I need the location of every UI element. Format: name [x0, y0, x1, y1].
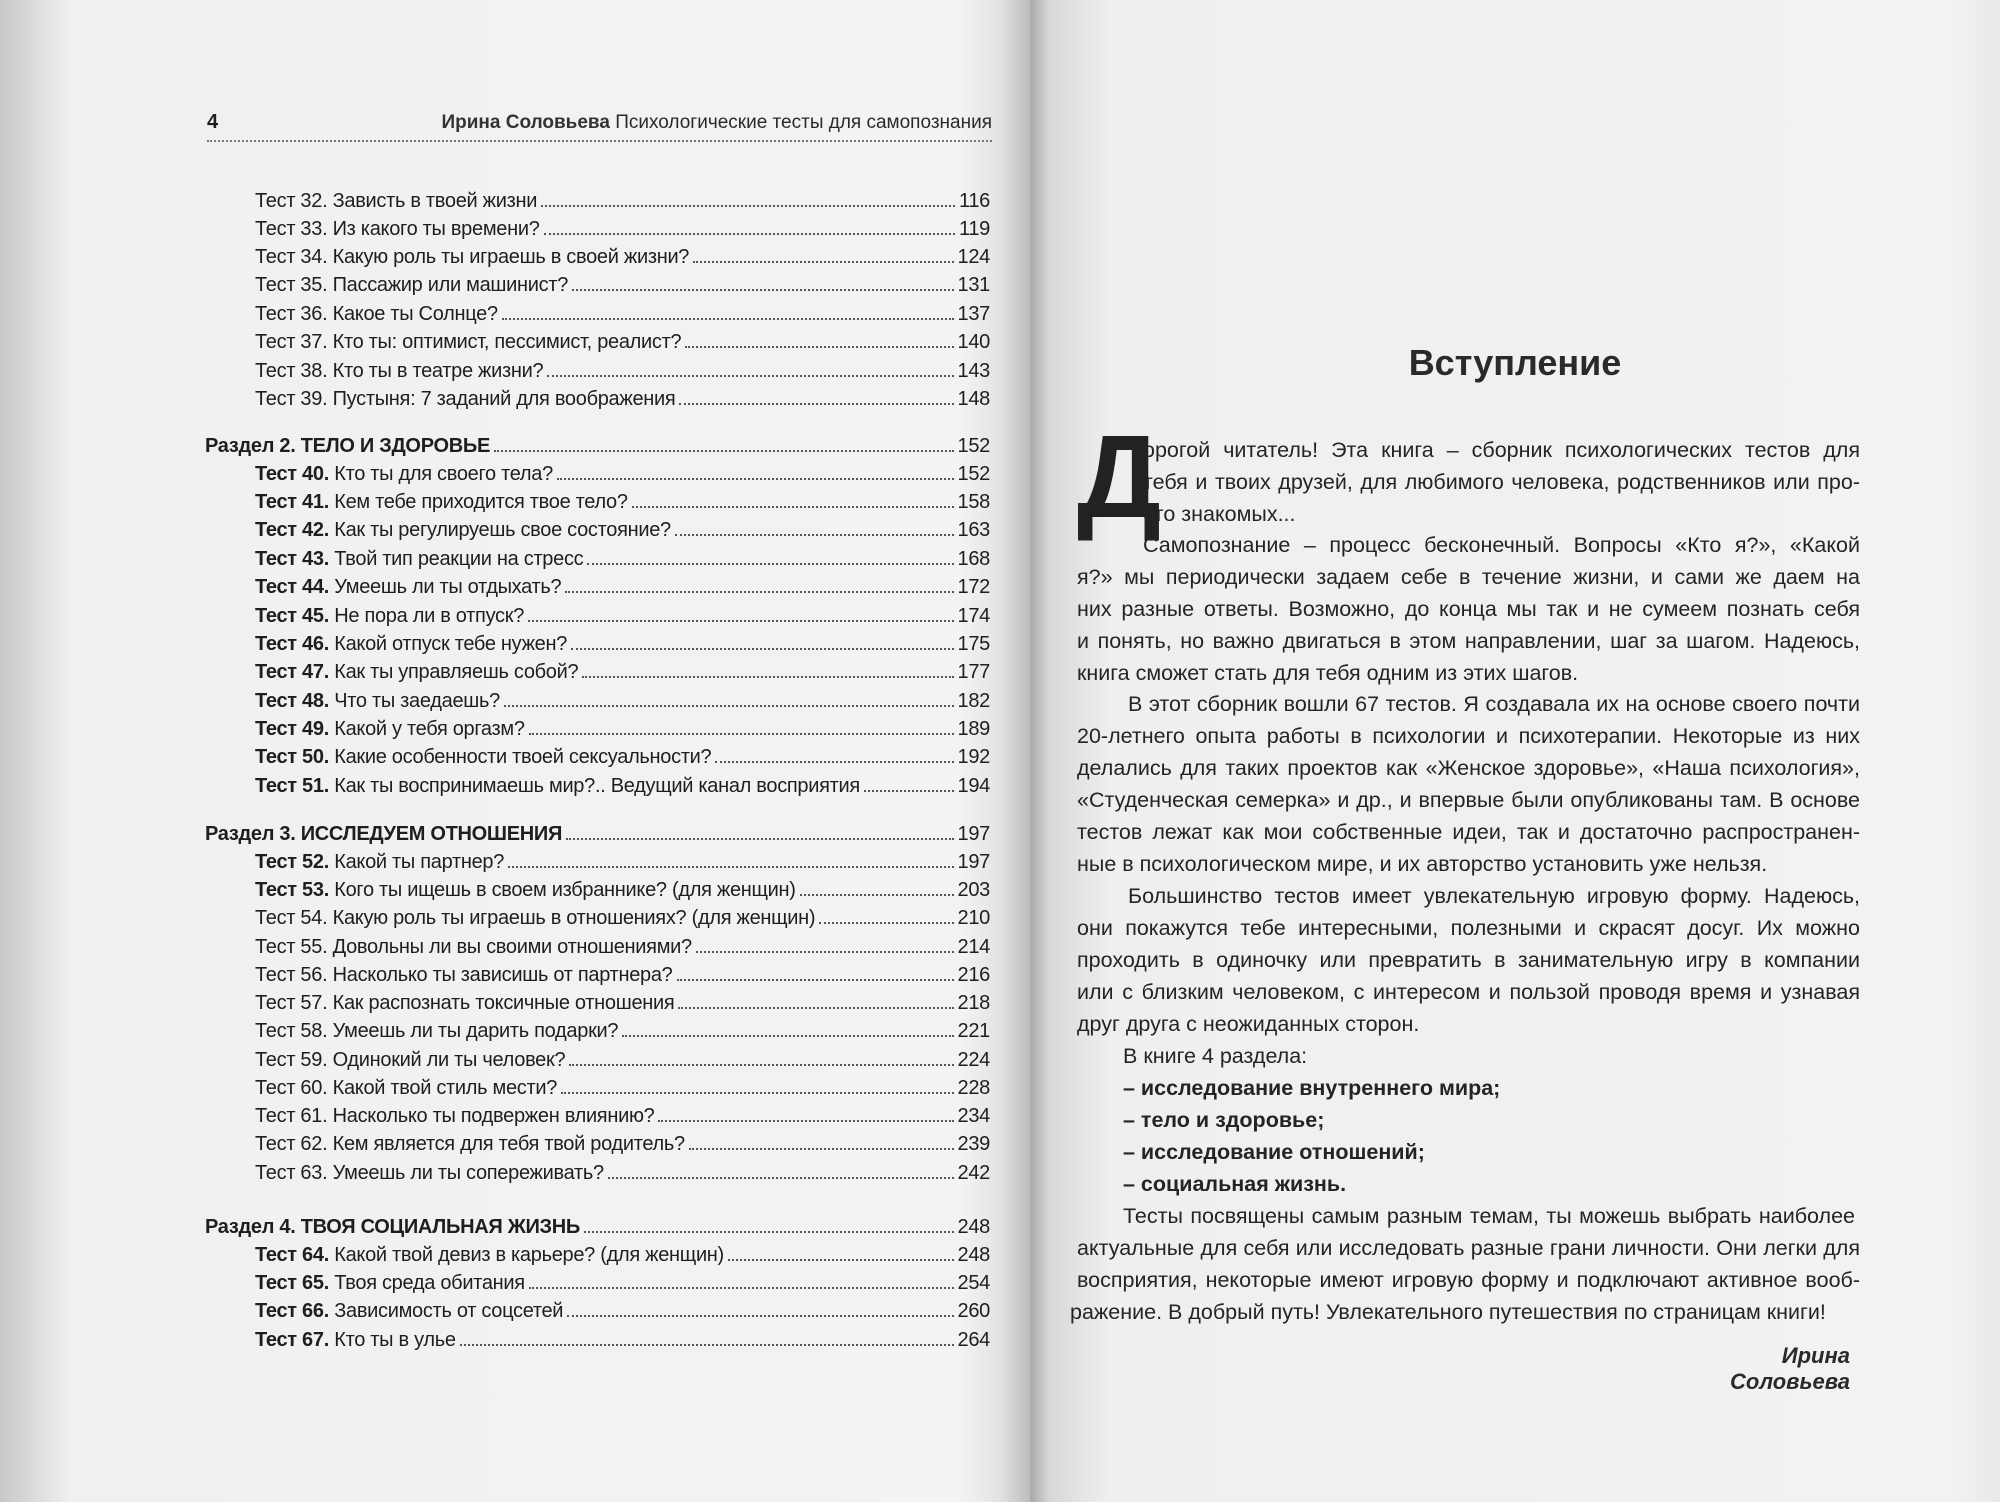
toc-page-number: 197 [957, 823, 990, 845]
toc-label [255, 718, 525, 741]
toc-title: Какую роль ты играешь в отношениях? (для женщин) [332, 907, 816, 929]
toc-leader-dots [544, 233, 955, 235]
toc-row [255, 331, 990, 357]
toc-page-number: 248 [957, 1216, 990, 1238]
toc-leader-dots [565, 591, 953, 593]
toc-page-number: 182 [957, 690, 990, 712]
toc-title: Какое ты Солнце? [332, 303, 498, 325]
toc-prefix: Тест 58. [255, 1020, 328, 1042]
toc-title: Не пора ли в отпуск? [334, 605, 525, 627]
intro-text-line: тебя и твоих друзей, для любимого человека, родственников или про- [1143, 470, 1860, 494]
intro-title: Вступление [1408, 342, 1622, 383]
toc-label [255, 605, 524, 628]
toc-section-row [205, 823, 990, 849]
toc-page-number: 158 [957, 491, 990, 513]
toc-page-number: 239 [957, 1133, 990, 1155]
toc-leader-dots [529, 733, 954, 735]
toc-leader-dots [529, 1287, 954, 1289]
toc-page-number: 234 [957, 1105, 990, 1127]
toc-leader-dots [494, 450, 954, 452]
toc-prefix: Тест 33. [255, 218, 328, 240]
toc-label [255, 1133, 685, 1156]
toc-row [255, 303, 990, 329]
toc-label [255, 519, 671, 542]
toc-label [255, 1020, 618, 1043]
toc-label [255, 661, 578, 684]
toc-label [255, 1077, 557, 1100]
toc-leader-dots [569, 1064, 953, 1066]
toc-page-number: 168 [957, 548, 990, 570]
toc-page-number: 175 [957, 633, 990, 655]
page-number: 4 [207, 111, 219, 133]
toc-title: Как ты регулируешь свое состояние? [334, 519, 671, 541]
toc-title: Умеешь ли ты сопереживать? [332, 1162, 604, 1184]
toc-leader-dots [557, 478, 954, 480]
toc-leader-dots [677, 979, 954, 981]
toc-row [255, 718, 990, 744]
toc-title: Кто ты для своего тела? [334, 463, 553, 485]
toc-leader-dots [561, 1092, 953, 1094]
toc-title: Одинокий ли ты человек? [332, 1049, 566, 1071]
toc-title: Какую роль ты играешь в своей жизни? [332, 246, 690, 268]
toc-row [255, 1244, 990, 1270]
toc-row [255, 1105, 990, 1131]
toc-page-number: 260 [957, 1300, 990, 1322]
toc-title: Какой отпуск тебе нужен? [334, 633, 568, 655]
toc-leader-dots [460, 1344, 954, 1346]
toc-title: Кого ты ищешь в своем избраннике? (для женщин) [334, 879, 796, 901]
toc-leader-dots [689, 1148, 954, 1150]
toc-page-number: 124 [957, 246, 990, 268]
toc-leader-dots [685, 346, 953, 348]
toc-leader-dots [864, 790, 954, 792]
toc-label [255, 633, 567, 656]
toc-title: Из какого ты времени? [332, 218, 540, 240]
toc-prefix: Тест 64. [255, 1244, 329, 1266]
toc-page-number: 264 [957, 1329, 990, 1351]
intro-text-line: ные в психологическом мире, и их авторство установить уже нельзя. [1077, 852, 1768, 876]
toc-label [255, 907, 815, 930]
toc-title: Умеешь ли ты дарить подарки? [332, 1020, 619, 1042]
toc-title: Какие особенности твоей сексуальности? [334, 746, 712, 768]
toc-title: Пассажир или машинист? [332, 274, 569, 296]
toc-label [255, 775, 860, 798]
toc-title: Что ты заедаешь? [334, 690, 500, 712]
toc-prefix: Тест 52. [255, 851, 329, 873]
intro-text-line: Самопознание – процесс бесконечный. Вопросы «Кто я?», «Какой [1143, 533, 1860, 557]
toc-title: Кто ты в театре жизни? [332, 360, 544, 382]
toc-prefix: Тест 45. [255, 605, 329, 627]
toc-label [205, 435, 490, 458]
intro-text-line: 20-летнего опыта работы в психологии и психотерапии. Некоторые из них [1077, 724, 1860, 748]
toc-row [255, 548, 990, 574]
toc-label [255, 1244, 724, 1267]
intro-text-line: «Студенческая семерка» и др., и впервые были опубликованы там. В основе [1077, 788, 1860, 812]
toc-leader-dots [608, 1177, 954, 1179]
toc-label [255, 331, 681, 354]
toc-prefix: Тест 60. [255, 1077, 328, 1099]
toc-prefix: Тест 37. [255, 331, 328, 353]
toc-label [255, 548, 583, 571]
toc-title: ТВОЯ СОЦИАЛЬНАЯ ЖИЗНЬ [300, 1216, 581, 1238]
toc-title: ТЕЛО И ЗДОРОВЬЕ [300, 435, 490, 457]
toc-prefix: Тест 63. [255, 1162, 328, 1184]
toc-label [255, 1329, 456, 1352]
toc-leader-dots [587, 563, 953, 565]
intro-text-line: орогой читатель! Эта книга – сборник психологических тестов для [1143, 438, 1860, 462]
toc-page-number: 116 [959, 190, 990, 212]
toc-page-number: 242 [957, 1162, 990, 1184]
toc-page-number: 152 [957, 435, 990, 457]
intro-text-line: делались для таких проектов как «Женское здоровье», «Наша психология», [1077, 756, 1860, 780]
toc-row [255, 388, 990, 414]
toc-prefix: Тест 65. [255, 1272, 329, 1294]
toc-prefix: Тест 36. [255, 303, 328, 325]
toc-row [255, 246, 990, 272]
toc-leader-dots [819, 922, 953, 924]
toc-label [255, 190, 537, 213]
toc-label [255, 964, 673, 987]
toc-row [255, 605, 990, 631]
toc-leader-dots [567, 1315, 953, 1317]
toc-label [255, 1105, 654, 1128]
toc-prefix: Тест 47. [255, 661, 329, 683]
toc-leader-dots [504, 705, 954, 707]
toc-prefix: Тест 56. [255, 964, 328, 986]
intro-text-line: ражение. В добрый путь! Увлекательного путешествия по страницам книги! [1070, 1300, 1826, 1324]
toc-page-number: 224 [957, 1049, 990, 1071]
intro-text-line: Тесты посвящены самым разным темам, ты можешь выбрать наиболее [1123, 1204, 1855, 1228]
intro-text-line: актуальные для себя или исследовать разные грани личности. Они легки для [1077, 1236, 1860, 1260]
toc-page-number: 214 [957, 936, 990, 958]
toc-page-number: 218 [957, 992, 990, 1014]
toc-label [255, 1162, 604, 1185]
toc-prefix: Тест 67. [255, 1329, 329, 1351]
toc-leader-dots [572, 289, 953, 291]
intro-text-line: проходить в одиночку или превратить в занимательную игру в компании [1077, 948, 1860, 972]
intro-list-item: – тело и здоровье; [1123, 1108, 1325, 1132]
intro-text-line: книга сможет стать для тебя одним из этих шагов. [1077, 661, 1579, 685]
toc-title: Кем тебе приходится твое тело? [334, 491, 628, 513]
intro-list-item: – социальная жизнь. [1123, 1172, 1347, 1196]
toc-prefix: Тест 59. [255, 1049, 328, 1071]
toc-title: Как ты управляешь собой? [334, 661, 579, 683]
toc-label [255, 746, 711, 769]
toc-row [255, 190, 990, 216]
toc-row [255, 1049, 990, 1075]
intro-text-line: Большинство тестов имеет увлекательную игровую форму. Надеюсь, [1128, 884, 1860, 908]
intro-text-line: тестов лежат как мои собственные идеи, так и достаточно распространен- [1077, 820, 1860, 844]
toc-leader-dots [715, 761, 953, 763]
toc-row [255, 851, 990, 877]
toc-row [255, 1162, 990, 1188]
toc-prefix: Тест 62. [255, 1133, 328, 1155]
toc-page-number: 174 [957, 605, 990, 627]
toc-title: Какой твой стиль мести? [332, 1077, 558, 1099]
toc-row [255, 1020, 990, 1046]
toc-label [255, 879, 796, 902]
toc-label [205, 823, 562, 846]
toc-prefix: Тест 39. [255, 388, 328, 410]
toc-leader-dots [678, 1007, 953, 1009]
toc-leader-dots [622, 1035, 953, 1037]
toc-label [255, 388, 675, 411]
toc-prefix: Тест 32. [255, 190, 328, 212]
toc-label [255, 1300, 563, 1323]
toc-page-number: 172 [957, 576, 990, 598]
toc-page-number: 163 [957, 519, 990, 541]
toc-row [255, 879, 990, 905]
toc-row [255, 1272, 990, 1298]
toc-leader-dots [584, 1231, 954, 1233]
toc-title: ИССЛЕДУЕМ ОТНОШЕНИЯ [300, 823, 563, 845]
toc-title: Умеешь ли ты отдыхать? [334, 576, 562, 598]
toc-row [255, 936, 990, 962]
toc-label [255, 1049, 565, 1072]
toc-title: Зависимость от соцсетей [334, 1300, 564, 1322]
toc-page-number: 248 [957, 1244, 990, 1266]
toc-prefix: Тест 50. [255, 746, 329, 768]
toc-leader-dots [800, 894, 954, 896]
toc-title: Какой твой девиз в карьере? (для женщин) [334, 1244, 724, 1266]
toc-row [255, 992, 990, 1018]
toc-leader-dots [547, 375, 953, 377]
toc-page-number: 203 [957, 879, 990, 901]
toc-label [255, 303, 498, 326]
toc-row [255, 463, 990, 489]
toc-leader-dots [582, 676, 953, 678]
toc-title: Кто ты: оптимист, пессимист, реалист? [332, 331, 682, 353]
toc-title: Кто ты в улье [334, 1329, 456, 1351]
toc-row [255, 690, 990, 716]
toc-leader-dots [502, 318, 954, 320]
toc-page-number: 192 [957, 746, 990, 768]
toc-page-number: 140 [957, 331, 990, 353]
toc-prefix: Тест 44. [255, 576, 329, 598]
toc-prefix: Тест 48. [255, 690, 329, 712]
toc-page-number: 254 [957, 1272, 990, 1294]
toc-prefix: Тест 34. [255, 246, 328, 268]
toc-title: Насколько ты зависишь от партнера? [332, 964, 673, 986]
toc-title: Какой у тебя оргазм? [334, 718, 525, 740]
intro-text-line: В этот сборник вошли 67 тестов. Я создавала их на основе своего почти [1128, 692, 1860, 716]
toc-leader-dots [632, 506, 954, 508]
toc-page-number: 152 [957, 463, 990, 485]
toc-title: Как распознать токсичные отношения [332, 992, 675, 1014]
toc-leader-dots [566, 838, 953, 840]
toc-prefix: Тест 42. [255, 519, 329, 541]
toc-row [255, 576, 990, 602]
intro-text-line: я?» мы периодически задаем себе в течение жизни, и сами же даем на [1077, 565, 1860, 589]
toc-row [255, 964, 990, 990]
toc-row [255, 907, 990, 933]
toc-prefix: Тест 40. [255, 463, 329, 485]
toc-page-number: 228 [957, 1077, 990, 1099]
intro-list-item: – исследование внутреннего мира; [1123, 1076, 1501, 1100]
toc-prefix: Тест 55. [255, 936, 328, 958]
toc-title: Зависть в твоей жизни [332, 190, 538, 212]
toc-label [255, 1272, 525, 1295]
toc-title: Насколько ты подвержен влиянию? [332, 1105, 655, 1127]
toc-prefix: Тест 41. [255, 491, 329, 513]
intro-text-line: них разные ответы. Возможно, до конца мы так и не сумеем познать себя [1077, 597, 1860, 621]
toc-leader-dots [528, 620, 953, 622]
toc-page-number: 210 [957, 907, 990, 929]
toc-row [255, 633, 990, 659]
toc-prefix: Тест 51. [255, 775, 329, 797]
intro-text-line: и понять, но важно двигаться в этом направлении, шаг за шагом. Надеюсь, [1077, 629, 1860, 653]
toc-page-number: 194 [957, 775, 990, 797]
toc-leader-dots [693, 261, 953, 263]
toc-page-number: 197 [957, 851, 990, 873]
toc-row [255, 1300, 990, 1326]
intro-list-item: – исследование отношений; [1123, 1140, 1425, 1164]
header-book-title: Психологические тесты для самопознания [615, 112, 992, 133]
toc-row [255, 519, 990, 545]
toc-label [255, 360, 543, 383]
toc-row [255, 274, 990, 300]
toc-leader-dots [508, 866, 953, 868]
toc-page-number: 177 [957, 661, 990, 683]
intro-text-line: друг друга с неожиданных сторон. [1077, 1012, 1420, 1036]
toc-leader-dots [696, 951, 954, 953]
toc-prefix: Тест 49. [255, 718, 329, 740]
toc-label [255, 463, 553, 486]
signature: Ирина Соловьева [1730, 1343, 1850, 1394]
toc-title: Твоя среда обитания [334, 1272, 525, 1294]
toc-label [255, 992, 674, 1015]
toc-label [205, 1216, 580, 1239]
toc-prefix: Тест 54. [255, 907, 328, 929]
toc-row [255, 746, 990, 772]
intro-text-line: восприятия, некоторые имеют игровую форму и подключают активное вооб- [1077, 1268, 1860, 1292]
toc-page-number: 216 [957, 964, 990, 986]
drop-cap: Д [1077, 411, 1162, 543]
intro-text-line: сто знакомых... [1143, 502, 1296, 526]
toc-section-row [205, 435, 990, 461]
toc-label [255, 936, 692, 959]
toc-row [255, 360, 990, 386]
toc-title: Твой тип реакции на стресс [334, 548, 584, 570]
toc-title: Кем является для тебя твой родитель? [332, 1133, 685, 1155]
toc-leader-dots [679, 403, 953, 405]
toc-section-row [205, 1216, 990, 1242]
toc-prefix: Тест 38. [255, 360, 328, 382]
toc-row [255, 775, 990, 801]
toc-row [255, 491, 990, 517]
header-author: Ирина Соловьева [441, 112, 610, 133]
toc-label [255, 274, 568, 297]
toc-label [255, 218, 540, 241]
toc-prefix: Раздел 3. [205, 823, 296, 845]
toc-prefix: Раздел 4. [205, 1216, 296, 1238]
toc-row [255, 1329, 990, 1355]
toc-label [255, 491, 628, 514]
toc-title: Как ты воспринимаешь мир?.. Ведущий канал восприятия [334, 775, 860, 797]
toc-prefix: Тест 66. [255, 1300, 329, 1322]
toc-prefix: Тест 53. [255, 879, 329, 901]
toc-page-number: 143 [957, 360, 990, 382]
toc-label [255, 690, 500, 713]
toc-page-number: 221 [957, 1020, 990, 1042]
toc-prefix: Тест 61. [255, 1105, 328, 1127]
toc-row [255, 1077, 990, 1103]
toc-label [255, 246, 689, 269]
toc-page-number: 131 [957, 274, 990, 296]
toc-prefix: Тест 35. [255, 274, 328, 296]
toc-row [255, 661, 990, 687]
toc-row [255, 218, 990, 244]
toc-prefix: Тест 43. [255, 548, 329, 570]
toc-page-number: 137 [957, 303, 990, 325]
intro-text-line: они покажутся тебе интересными, полезными и скрасят досуг. Их можно [1077, 916, 1860, 940]
toc-leader-dots [728, 1259, 954, 1261]
toc-page-number: 189 [957, 718, 990, 740]
toc-title: Довольны ли вы своими отношениями? [332, 936, 692, 958]
toc-prefix: Раздел 2. [205, 435, 296, 457]
toc-prefix: Тест 46. [255, 633, 329, 655]
toc-label [255, 576, 561, 599]
toc-leader-dots [675, 534, 954, 536]
toc-leader-dots [658, 1120, 953, 1122]
intro-text-line: или с близким человеком, с интересом и пользой проводя время и узнавая [1077, 980, 1860, 1004]
toc-title: Пустыня: 7 заданий для воображения [332, 388, 676, 410]
toc-title: Какой ты партнер? [334, 851, 505, 873]
toc-row [255, 1133, 990, 1159]
toc-label [255, 851, 504, 874]
toc-leader-dots [541, 205, 955, 207]
toc-page-number: 148 [957, 388, 990, 410]
toc-leader-dots [571, 648, 953, 650]
toc-prefix: Тест 57. [255, 992, 328, 1014]
intro-text-line: В книге 4 раздела: [1123, 1044, 1308, 1068]
toc-page-number: 119 [959, 218, 990, 240]
